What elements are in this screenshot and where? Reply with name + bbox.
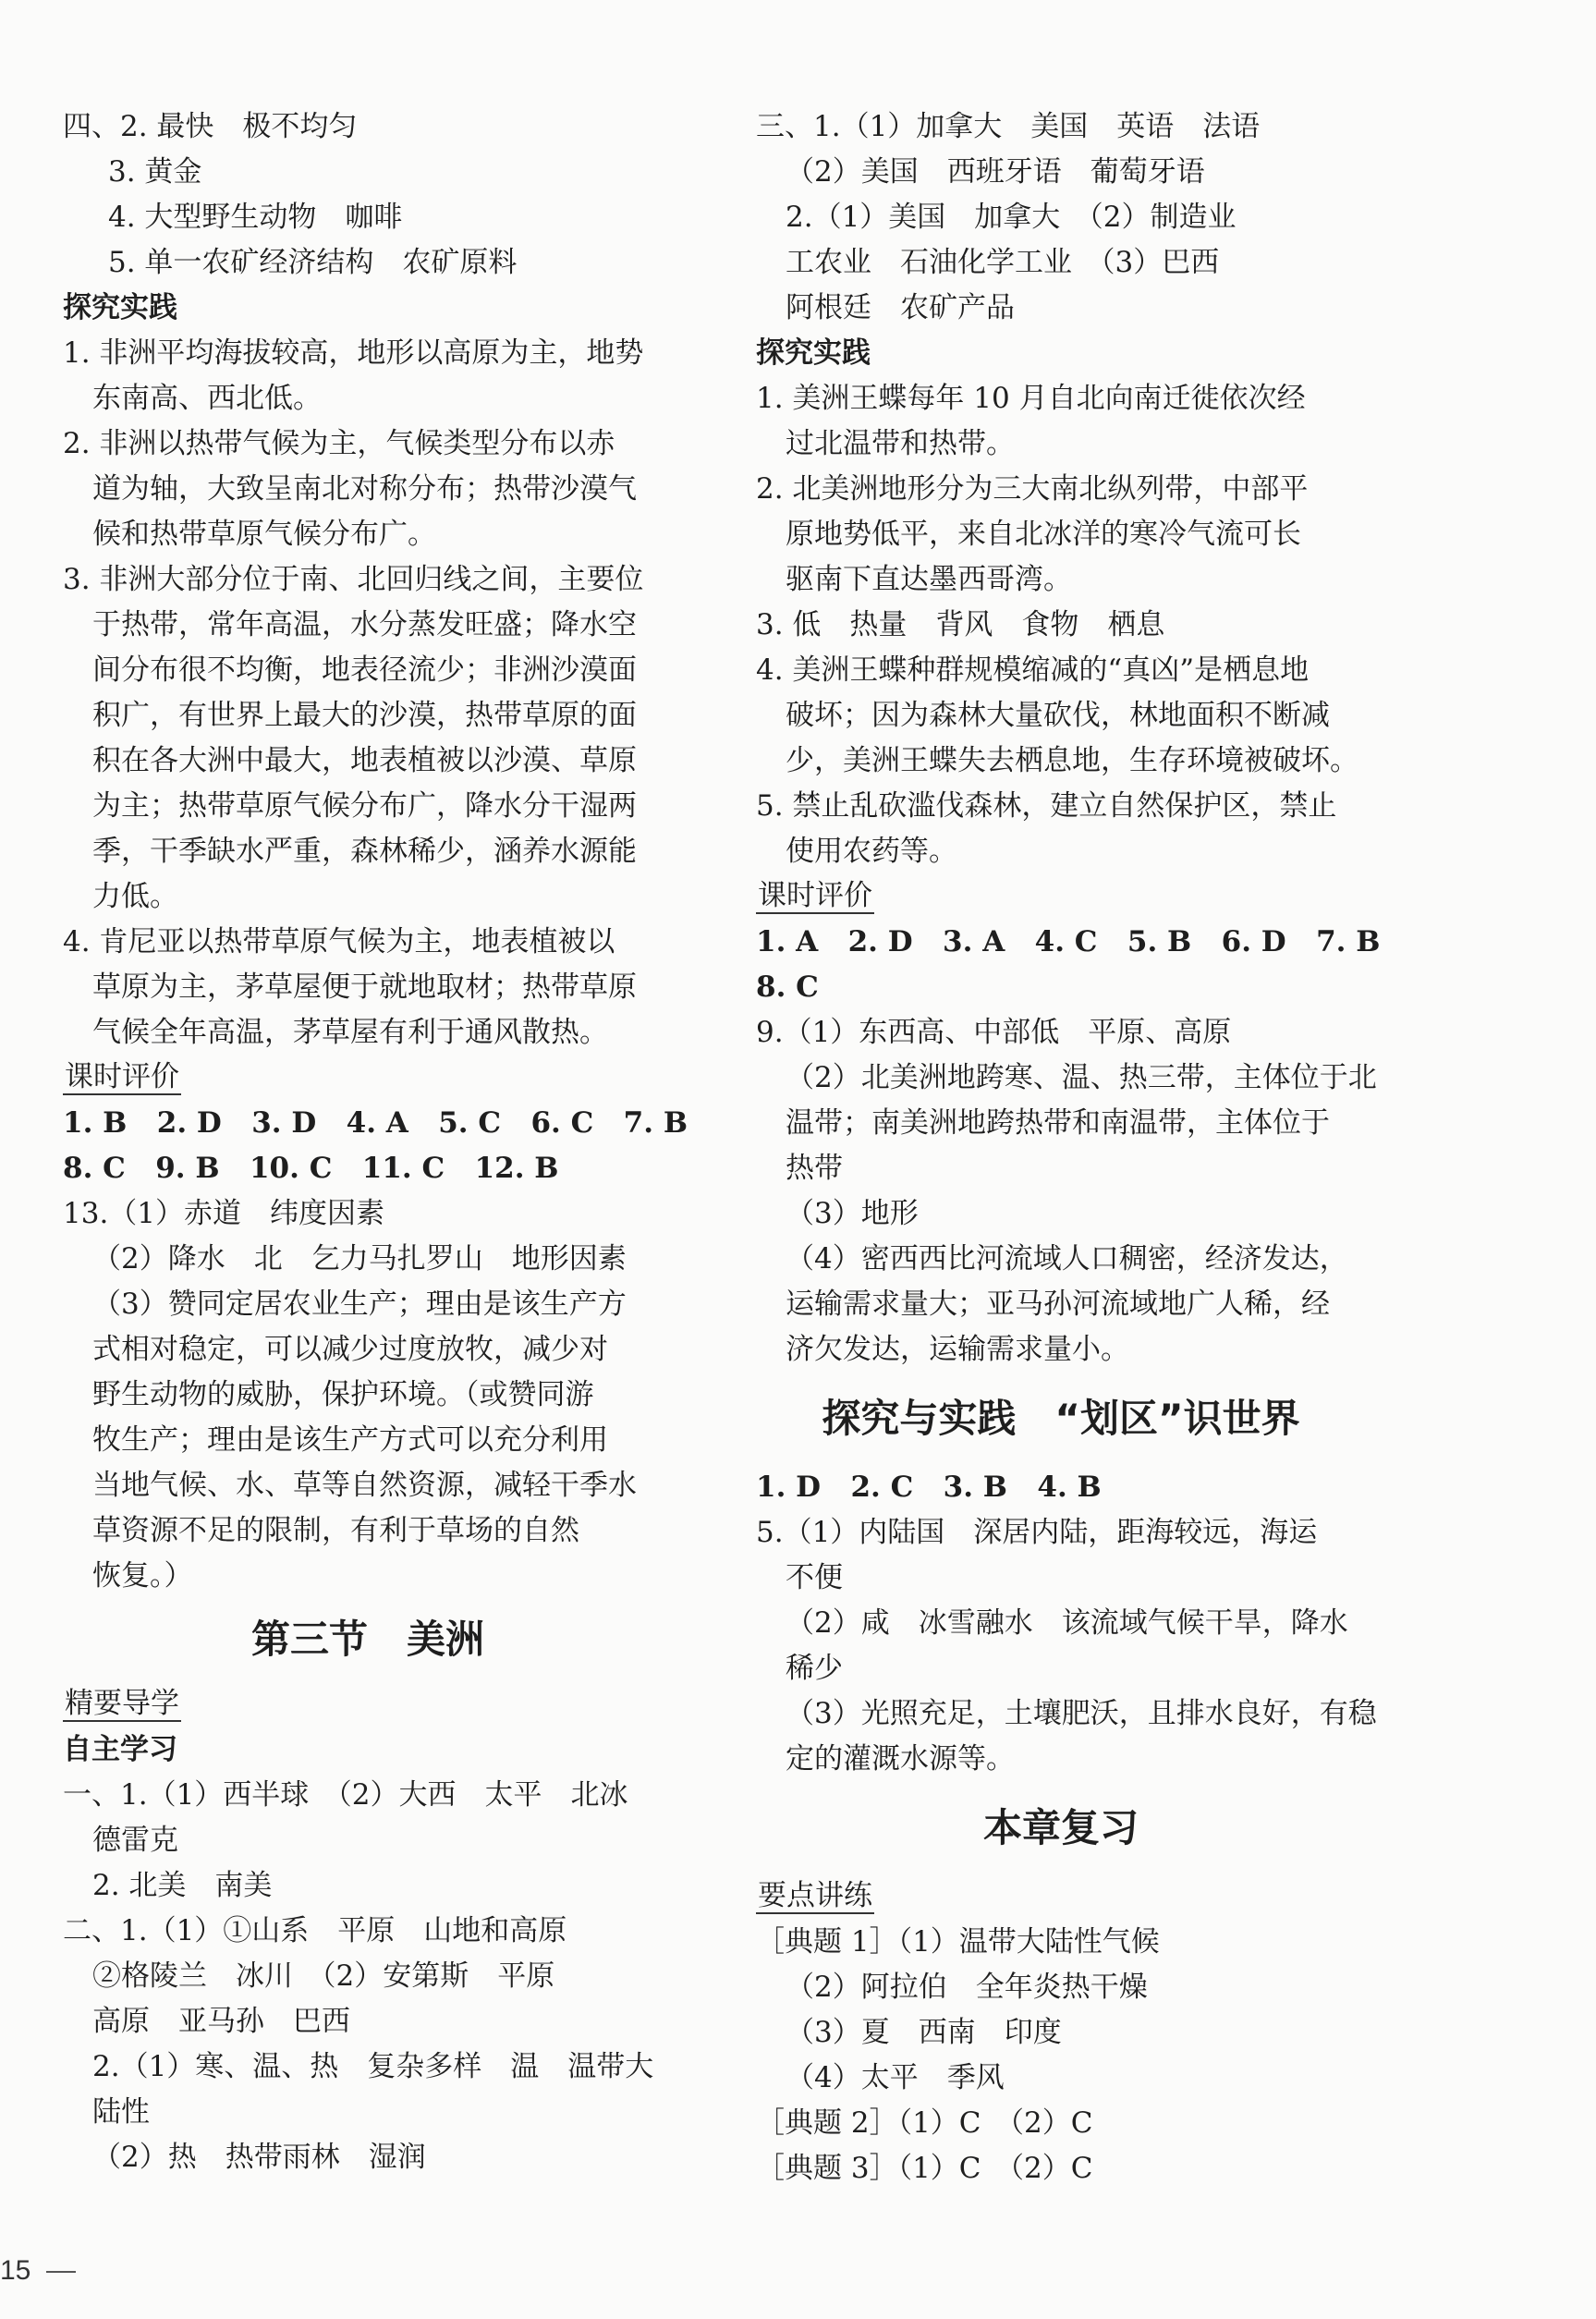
- mc-answer: 2. D: [156, 1106, 222, 1140]
- mc-answer: 10. C: [249, 1152, 333, 1185]
- answer-line: 破坏；因为森林大量砍伐，林地面积不断减: [786, 699, 1330, 732]
- mc-answer: 5. C: [438, 1106, 502, 1140]
- answer-line: 工农业 石油化学工业 （3）巴西: [786, 246, 1220, 279]
- answer-line: 候和热带草原气候分布广。: [92, 518, 436, 551]
- answer-line: （2）阿拉伯 全年炎热干燥: [786, 1971, 1148, 2004]
- answer-line: 阿根廷 农矿产品: [786, 291, 1015, 324]
- section-title: 第三节 美洲: [250, 1617, 484, 1662]
- mc-answer: 1. D: [756, 1471, 822, 1504]
- answer-line: 牧生产；理由是该生产方式可以充分利用: [92, 1423, 608, 1457]
- points-heading: 要点讲练: [758, 1879, 872, 1912]
- mc-answer: 2. C: [850, 1471, 914, 1504]
- answer-line: 草原为主，茅草屋便于就地取材；热带草原: [92, 970, 637, 1004]
- page-number-dash: [46, 2271, 76, 2273]
- answer-line: 道为轴，大致呈南北对称分布；热带沙漠气: [92, 472, 637, 506]
- explore-heading: 探究实践: [756, 336, 871, 370]
- answer-line: ［典题 1］（1）温带大陆性气候: [756, 1925, 1160, 1959]
- answer-line: 1. 非洲平均海拔较高，地形以高原为主，地势: [63, 336, 644, 370]
- mc-answer: 1. B: [63, 1106, 128, 1140]
- answer-line: 间分布很不均衡，地表径流少；非洲沙漠面: [92, 653, 637, 687]
- answer-line: 热带: [786, 1152, 843, 1185]
- answer-line: 定的灌溉水源等。: [786, 1742, 1015, 1776]
- answer-line: （4）密西西比河流域人口稠密，经济发达，: [786, 1242, 1348, 1275]
- answer-line: （2）咸 冰雪融水 该流域气候干旱，降水: [786, 1606, 1348, 1640]
- answer-line: 东南高、西北低。: [92, 382, 322, 415]
- answer-line: 高原 亚马孙 巴西: [92, 2005, 350, 2038]
- answer-line: 积广，有世界上最大的沙漠，热带草原的面: [92, 699, 637, 732]
- eval-answers-row: [63, 1101, 688, 1146]
- answer-line: ［典题 2］（1）C （2）C: [756, 2106, 1093, 2140]
- eval-answers-row: [756, 965, 1366, 1010]
- answer-line: 3. 低 热量 背风 食物 栖息: [756, 608, 1165, 641]
- answer-line: 恢复。）: [92, 1559, 193, 1593]
- answer-line: （2）热 热带雨林 湿润: [92, 2141, 426, 2174]
- mc-answer: 5. B: [1127, 925, 1192, 958]
- mc-answer: 3. A: [943, 925, 1005, 958]
- answer-line: （4）太平 季风: [786, 2061, 1005, 2094]
- answer-line: 当地气候、水、草等自然资源，减轻干季水: [92, 1469, 637, 1502]
- answer-line: 3. 非洲大部分位于南、北回归线之间，主要位: [63, 563, 644, 596]
- mc-answer: 7. B: [1316, 925, 1381, 958]
- answer-line: 三、1.（1）加拿大 美国 英语 法语: [756, 110, 1261, 143]
- answer-line: 陆性: [92, 2095, 150, 2129]
- answer-line: 3. 黄金: [108, 155, 202, 189]
- answer-line: 2. 北美 南美: [92, 1869, 273, 1902]
- answer-line: 温带；南美洲地跨热带和南温带，主体位于: [786, 1106, 1330, 1140]
- answer-line: 13.（1）赤道 纬度因素: [63, 1197, 385, 1230]
- mc-answer: 11. C: [361, 1152, 445, 1185]
- mc-answer: 3. B: [943, 1471, 1008, 1504]
- answer-line: 2.（1）寒、温、热 复杂多样 温 温带大: [92, 2050, 654, 2083]
- eval-answers-row: [756, 920, 1381, 965]
- answer-line: 于热带，常年高温，水分蒸发旺盛；降水空: [92, 608, 637, 641]
- answer-line: 运输需求量大；亚马孙河流域地广人稀，经: [786, 1288, 1330, 1321]
- mc-answer: 7. B: [623, 1106, 688, 1140]
- answer-line: 野生动物的威胁，保护环境。（或赞同游: [92, 1378, 594, 1411]
- eval-heading: 课时评价: [758, 879, 872, 912]
- answer-line: ［典题 3］（1）C （2）C: [756, 2152, 1093, 2185]
- answer-line: 稀少: [786, 1652, 843, 1685]
- answer-line: 季，干季缺水严重，森林稀少，涵养水源能: [92, 835, 637, 868]
- answer-line: 积在各大洲中最大，地表植被以沙漠、草原: [92, 744, 637, 777]
- answer-line: 1. 美洲王蝶每年 10 月自北向南迁徙依次经: [756, 382, 1306, 415]
- answer-line: 少，美洲王蝶失去栖息地，生存环境被破坏。: [786, 744, 1358, 777]
- review-title: 本章复习: [982, 1805, 1139, 1850]
- answer-line: ②格陵兰 冰川 （2）安第斯 平原: [92, 1959, 555, 1993]
- answer-line: 过北温带和热带。: [786, 427, 1015, 460]
- answer-line: （2）北美洲地跨寒、温、热三带，主体位于北: [786, 1061, 1377, 1094]
- mc-answer: 4. B: [1037, 1471, 1102, 1504]
- mc-answer: 1. A: [756, 925, 819, 958]
- answer-line: 使用农药等。: [786, 835, 957, 868]
- mc-answer: 9. B: [155, 1152, 220, 1185]
- answer-line: 5. 禁止乱砍滥伐森林，建立自然保护区，禁止: [756, 789, 1337, 823]
- answer-line: 驱南下直达墨西哥湾。: [786, 563, 1072, 596]
- mc-answer: 6. D: [1221, 925, 1286, 958]
- mc-answer: 2. D: [847, 925, 913, 958]
- answer-line: 2. 北美洲地形分为三大南北纵列带，中部平: [756, 472, 1309, 506]
- answer-line: （3）地形: [786, 1197, 919, 1230]
- practice-answers-row: [756, 1465, 1366, 1510]
- mc-answer: 8. C: [756, 970, 819, 1004]
- right-column: [756, 104, 1381, 2191]
- answer-line: 二、1.（1）①山系 平原 山地和高原: [63, 1914, 567, 1947]
- mc-answer: 6. C: [530, 1106, 594, 1140]
- eval-heading: 课时评价: [65, 1060, 179, 1093]
- answer-line: 气候全年高温，茅草屋有利于通风散热。: [92, 1016, 608, 1049]
- answer-line: （3）夏 西南 印度: [786, 2016, 1062, 2049]
- answer-line: 式相对稳定，可以减少过度放牧，减少对: [92, 1333, 608, 1366]
- answer-line: 4. 肯尼亚以热带草原气候为主，地表植被以: [63, 925, 615, 958]
- answer-line: （3）光照充足，土壤肥沃，且排水良好，有稳: [786, 1697, 1377, 1730]
- answer-line: 济欠发达，运输需求量小。: [786, 1333, 1129, 1366]
- answer-line: 4. 美洲王蝶种群规模缩减的“真凶”是栖息地: [756, 653, 1310, 687]
- mc-answer: 12. B: [474, 1152, 559, 1185]
- answer-line: 原地势低平，来自北冰洋的寒冷气流可长: [786, 518, 1301, 551]
- answer-line: 四、2. 最快 极不均匀: [63, 110, 358, 143]
- practice-title: 探究与实践 “划区”识世界: [822, 1396, 1300, 1441]
- answer-line: 5. 单一农矿经济结构 农矿原料: [108, 246, 518, 279]
- mc-answer: 4. C: [1034, 925, 1098, 958]
- mc-answer: 4. A: [346, 1106, 408, 1140]
- self-study-heading: 自主学习: [63, 1733, 177, 1766]
- mc-answer: 8. C: [63, 1152, 126, 1185]
- guide-heading: 精要导学: [65, 1687, 179, 1720]
- answer-line: 2.（1）美国 加拿大 （2）制造业: [786, 201, 1237, 234]
- answer-line: 力低。: [92, 880, 178, 913]
- page-number: 15: [0, 2255, 31, 2286]
- answer-line: 一、1.（1）西半球 （2）大西 太平 北冰: [63, 1778, 628, 1812]
- answer-line: 4. 大型野生动物 咖啡: [108, 201, 403, 234]
- answer-line: 德雷克: [92, 1824, 178, 1857]
- answer-line: 草资源不足的限制，有利于草场的自然: [92, 1514, 579, 1547]
- explore-heading: 探究实践: [63, 291, 177, 324]
- mc-answer: 3. D: [251, 1106, 317, 1140]
- left-column: [63, 104, 688, 2180]
- answer-line: 2. 非洲以热带气候为主，气候类型分布以赤: [63, 427, 615, 460]
- answer-line: （2）美国 西班牙语 葡萄牙语: [786, 155, 1205, 189]
- eval-answers-row: [63, 1146, 673, 1191]
- answer-line: （2）降水 北 乞力马扎罗山 地形因素: [92, 1242, 627, 1275]
- answer-line: 9.（1）东西高、中部低 平原、高原: [756, 1016, 1232, 1049]
- answer-line: 5.（1）内陆国 深居内陆，距海较远，海运: [756, 1516, 1318, 1549]
- answer-line: 不便: [786, 1561, 843, 1594]
- answer-line: 为主；热带草原气候分布广，降水分干湿两: [92, 789, 637, 823]
- answer-line: （3）赞同定居农业生产；理由是该生产方: [92, 1288, 627, 1321]
